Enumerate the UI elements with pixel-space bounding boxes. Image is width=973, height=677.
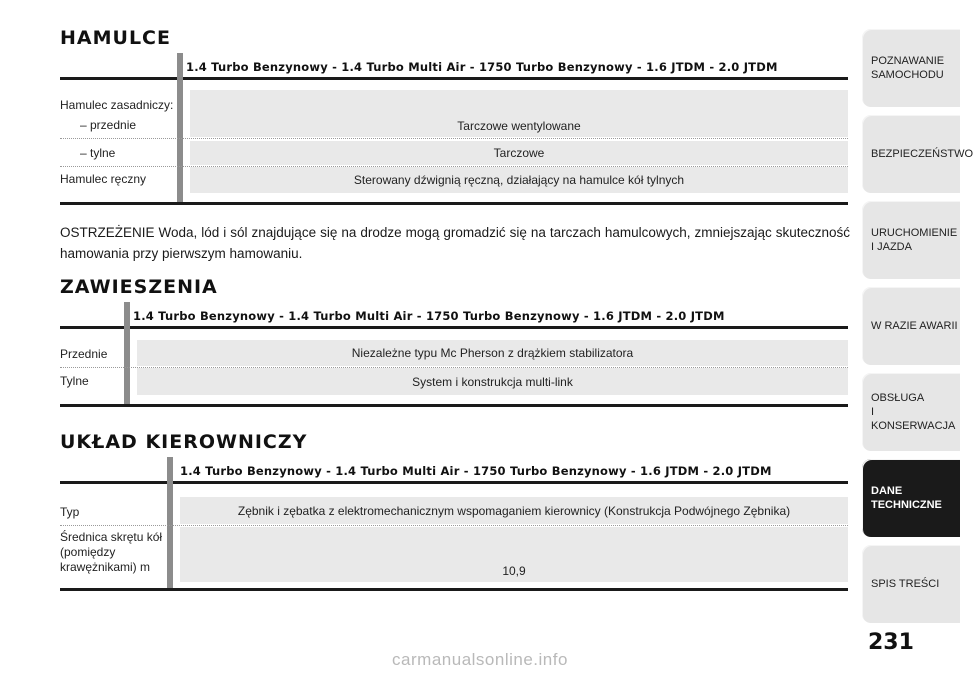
- brakes-section-title: HAMULCE: [60, 27, 171, 49]
- suspension-column-divider: [124, 302, 130, 405]
- service-brake-label: Hamulec zasadniczy:: [60, 98, 174, 112]
- steering-type-value: Zębnik i zębatka z elektromechanicznym wspomaganiem kierownicy (Konstrukcja Podwójnego Zębnika): [180, 497, 848, 524]
- front-suspension-value: Niezależne typu Mc Pherson z drążkiem stabilizatora: [137, 340, 848, 366]
- nav-tab-label: POZNAWANIE SAMOCHODU: [871, 55, 945, 81]
- page-number: 231: [868, 630, 914, 655]
- row-separator: [60, 525, 848, 526]
- watermark: carmanualsonline.info: [392, 650, 568, 669]
- turning-circle-value: 10,9: [180, 527, 848, 582]
- nav-tab-emergency[interactable]: [862, 287, 960, 365]
- nav-tab-technical-data[interactable]: [862, 459, 960, 537]
- row-separator: [60, 138, 848, 139]
- nav-tab-getting-to-know[interactable]: [862, 29, 960, 107]
- nav-tab-starting-driving[interactable]: [862, 201, 960, 279]
- suspension-bottom-rule: [60, 404, 848, 407]
- nav-tab-label: DANE TECHNICZNE: [871, 485, 942, 511]
- suspension-top-rule: [60, 326, 848, 329]
- nav-tab-label: W RAZIE AWARII: [871, 320, 958, 332]
- suspension-section-title: ZAWIESZENIA: [60, 276, 218, 298]
- steering-section-title: UKŁAD KIEROWNICZY: [60, 431, 308, 453]
- rear-suspension-value: System i konstrukcja multi-link: [137, 368, 848, 395]
- nav-tab-contents[interactable]: [862, 545, 960, 623]
- front-brake-value: Tarczowe wentylowane: [190, 90, 848, 137]
- brake-warning-text: OSTRZEŻENIE Woda, lód i sól znajdujące się na drodze mogą gromadzić się na tarczach hamulcowych, zmniejszając skuteczność hamowania przy pierwszym hamowaniu.: [60, 225, 850, 261]
- rear-brake-label: – tylne: [80, 146, 116, 160]
- steering-bottom-rule: [60, 588, 848, 591]
- suspension-engine-header: 1.4 Turbo Benzynowy - 1.4 Turbo Multi Air - 1750 Turbo Benzynowy - 1.6 JTDM - 2.0 JTDM: [133, 309, 725, 323]
- steering-engine-header: 1.4 Turbo Benzynowy - 1.4 Turbo Multi Air - 1750 Turbo Benzynowy - 1.6 JTDM - 2.0 JTDM: [180, 464, 772, 478]
- nav-tab-safety[interactable]: [862, 115, 973, 193]
- front-brake-label: – przednie: [80, 118, 137, 132]
- rear-suspension-label: Tylne: [60, 374, 89, 388]
- turning-circle-label: Średnica skrętu kół (pomiędzy krawężnikami) m: [60, 530, 163, 574]
- handbrake-label: Hamulec ręczny: [60, 172, 147, 186]
- steering-type-label: Typ: [60, 505, 80, 519]
- nav-tab-label: OBSŁUGA I KONSERWACJA: [871, 392, 956, 432]
- steering-column-divider: [167, 457, 173, 588]
- nav-tab-label: BEZPIECZEŃSTWO: [871, 148, 973, 160]
- front-suspension-label: Przednie: [60, 347, 108, 361]
- nav-tab-label: SPIS TREŚCI: [871, 578, 940, 590]
- steering-top-rule: [60, 481, 848, 484]
- brakes-bottom-rule: [60, 202, 848, 205]
- handbrake-value: Sterowany dźwignią ręczną, działający na hamulce kół tylnych: [190, 167, 848, 193]
- nav-tab-maintenance[interactable]: [862, 373, 960, 451]
- rear-brake-value: Tarczowe: [190, 141, 848, 165]
- brakes-column-divider: [177, 53, 183, 203]
- brakes-engine-header: 1.4 Turbo Benzynowy - 1.4 Turbo Multi Air - 1750 Turbo Benzynowy - 1.6 JTDM - 2.0 JTDM: [186, 60, 778, 74]
- nav-tab-label: URUCHOMIENIE I JAZDA: [871, 227, 958, 253]
